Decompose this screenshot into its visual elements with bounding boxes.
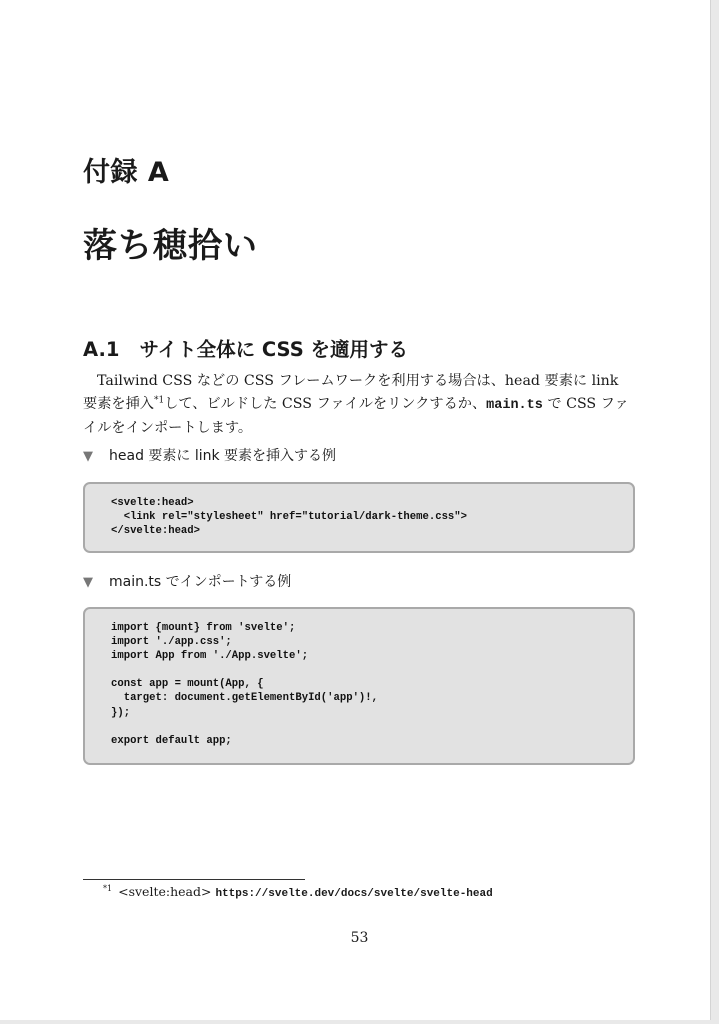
- listing-caption-2: [83, 571, 291, 591]
- body-paragraph: [83, 370, 635, 440]
- footnote-mark: *1: [103, 884, 113, 893]
- code-block: <svelte:head> <link rel="stylesheet" href="tutorial/dark-theme.css"> </svelte:head>: [111, 497, 468, 538]
- section-heading: [83, 334, 408, 362]
- inline-code: main.ts: [486, 397, 543, 413]
- section-number: A.1: [83, 338, 120, 361]
- triangle-down-icon: ▼: [83, 449, 93, 464]
- section-title: サイト全体に CSS を適用する: [139, 338, 409, 361]
- footnote: [103, 884, 493, 900]
- listing-caption-text: main.ts でインポートする例: [109, 574, 292, 590]
- chapter-title: 落ち穂拾い: [83, 226, 258, 266]
- body-text-part2: して、ビルドした CSS ファイルをリンクするか、: [164, 395, 487, 412]
- body-text-part3: で CSS ファイルをインポートします。: [83, 395, 629, 436]
- code-block: import {mount} from 'svelte'; import './app.css'; import App from './App.svelte'; const app = mount(App, { target: document.getElementById('app')!, }); export default app;: [111, 622, 379, 747]
- body-text-part1: Tailwind CSS などの CSS フレームワークを利用する場合は、head 要素に link 要素を挿入: [83, 373, 619, 412]
- triangle-down-icon: ▼: [83, 575, 93, 590]
- listing-caption-text: head 要素に link 要素を挿入する例: [109, 448, 337, 464]
- listing-caption-1: [83, 445, 336, 465]
- code-listing-2: [83, 607, 635, 765]
- footnote-reference: *1: [153, 394, 165, 405]
- page-number: 53: [350, 930, 369, 946]
- appendix-label: 付録 A: [83, 157, 170, 188]
- footnote-text: <svelte:head>: [118, 884, 212, 900]
- code-listing-1: [83, 482, 635, 553]
- footnote-url: https://svelte.dev/docs/svelte/svelte-head: [215, 888, 493, 901]
- footnote-divider: [83, 879, 305, 880]
